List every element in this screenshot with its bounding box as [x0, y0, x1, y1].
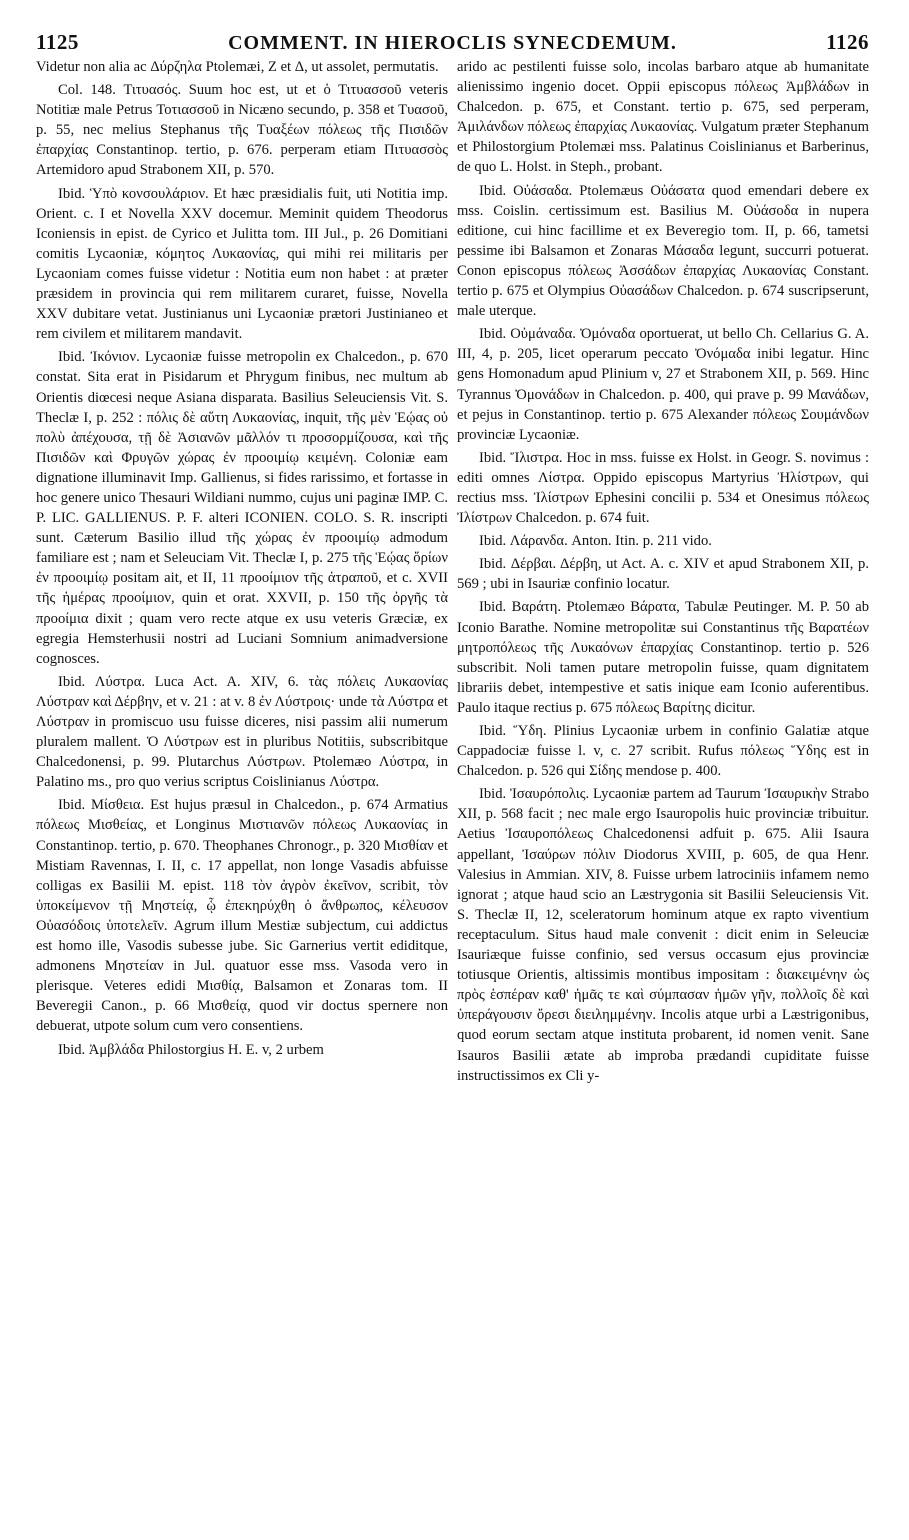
page-number-left: 1125	[36, 30, 79, 54]
running-header	[36, 30, 869, 57]
paragraph: Ibid. Ἰσαυρόπολις. Lycaoniæ partem ad Taurum Ἰσαυρικὴν Strabo XII, p. 568 facit ; nec male ergo Isauropolis huic provinciæ tribuitur. Aetius Ἰσαυροπόλεως Chalcedonensi adfuit p. 675. Alii Isaura appellant, Ἰσαύρων πόλιν Diodorus XVIII, p. 605, de qua Henr. Valesius in Ammian. XIV, 8. Fuisse urbem latrociniis infamem nemo ignorat ; atque haud scio an Læstrygonia sit Basilii Seleuciensis Vit. S. Theclæ II, 12, sceleratorum hominum atque ex rapto viventium receptaculum. Situs haud male convenit : dicit enim in Seleuciæ Isauriæque fuisse confinio, sed versus occasum ejus provinciæ totiusque Orientis, altissimis montibus impositam : διακειμένην ὡς πρὸς ἑσπέραν καθ' ἡμᾶς τε καὶ σύμπασαν ἡμῶν γῆν, πολλοῖς δὲ καὶ ὑπεράγουσιν ὄρεσι διειλημμένην. Incolis atque urbi a Læstrigonibus, quod eorum sectam atque instituta probarent, id nomen venit. Sane Isauros Basilii ætate ab improba prædandi cupiditate fuisse instructissimos ex Cli y-	[457, 786, 869, 1084]
paragraph: Videtur non alia ac Δύρζηλα Ptolemæi, Z et Δ, ut assolet, permutatis.	[36, 59, 439, 75]
paragraph: Ibid. Ὑπὸ κονσουλάριον. Et hæc præsidialis fuit, uti Notitia imp. Orient. c. I et Novella XXV docemur. Meminit quidem Theodorus Iconiensis in epist. de Cyrico et Julitta tom. III Jul., p. 26 Domitiani comitis Lycaoniæ, κόμητος Λυκαονίας, qui mihi rei militaris per Lycaoniam comes fuisse videtur : Notitia eum non habet : at præter præsidem in provincia qui rem militarem curaret, fuisse, Novella XXV dubitare vetat. Justinianus uni Lycaoniæ prætori Justinianeo et rem civilem et militarem mandavit.	[36, 185, 448, 343]
paragraph: Ibid. Οὐμάναδα. Ὀμόναδα oportuerat, ut bello Ch. Cellarius G. A. III, 4, p. 205, licet operarum peccato Ὀνόμαδα inibi legatur. Hinc gens Homonadum apud Plinium v, 27 et Strabonem XII, p. 569. Hinc Tyrannus Ὀμονάδων in Chalcedon. p. 400, qui prave p. 99 Μανάδων, et pejus in Constantinop. tertio p. 675 Alexander πόλεως Σουμάνδων provinciæ Lycaoniæ.	[457, 326, 869, 443]
paragraph: arido ac pestilenti fuisse solo, incolas barbaro atque ab humanitate alienissimo ingenio docet. Oppii episcopus πόλεως Ἀμβλάδων in Chalcedon. p. 675, et Constant. tertio p. 675, sed perperam, Ἀμιλάνδων πόλεως ἐπαρχίας Λυκαονίας. Vulgatum præter Stephanum et Philostorgium Ptolemæi mss. Palatinus Coislinianus et Barberinus, de quo L. Holst. in Steph., probant.	[457, 59, 869, 176]
two-column-body	[36, 57, 869, 1086]
paragraph: Ibid. Λύστρα. Luca Act. A. XIV, 6. τὰς πόλεις Λυκαονίας Λύστραν καὶ Δέρβην, et v. 21 : at v. 8 ἐν Λύστροις· unde τὰ Λύστρα et Λύστραν in promiscuo usu fuisse diceres, nisi passim alii numerum pluralem mallent. Ὁ Λύστρων est in pluribus Notitiis, subscribitque Chalcedonensi, p. 99. Plutarchus Λύστρων. Ptolemæo Λύστρα, in Palatino ms., pro quo verius scriptus Coislinianus Λύστρα.	[36, 673, 448, 791]
paragraph: Ibid. Ὕδη. Plinius Lycaoniæ urbem in confinio Galatiæ atque Cappadociæ fuisse l. v, c. 27 scribit. Rufus πόλεως Ὕδης est in Chalcedon. p. 526 qui Σίδης mendose p. 400.	[457, 723, 869, 780]
paragraph: Ibid. Ἴλιστρα. Hoc in mss. fuisse ex Holst. in Geogr. S. novimus : editi omnes Λίστρα. Oppido episcopus Martyrius Ἠλίστρων, qui rectius mss. Ἰλίστρων Ephesini concilii p. 534 et Onesimus πόλεως Ἰλίστρων Chalcedon. p. 674 fuit.	[457, 449, 869, 527]
running-title: COMMENT. IN HIEROCLIS SYNECDEMUM.	[228, 32, 677, 54]
paragraph: Col. 148. Τιτυασός. Suum hoc est, ut et ὁ Τιτυασσοῦ veteris Notitiæ male Petrus Τοτιασσοῦ in Nicæno secundo, p. 358 et Τυασοῦ, p. 55, nec melius Stephanus τῆς Τυαξέων πόλεως τῆς Πισιδῶν ἐπαρχίας Constantinop. tertio, p. 676. perperam etiam Πιτυασσὸς Artemidoro apud Strabonem XII, p. 570.	[36, 82, 448, 179]
right-column	[457, 57, 869, 1086]
paragraph: Ibid. Λάρανδα. Anton. Itin. p. 211 vido.	[479, 533, 712, 550]
paragraph: Ibid. Βαράτη. Ptolemæo Βάρατα, Tabulæ Peutinger. M. P. 50 ab Iconio Barathe. Nomine metropolitæ sui Constantinus τῆς Βαρατέων μητροπόλεως τῆς Λυκαόνων ἐπαρχίας Constantinop. tertio p. 526 subscribit. Noli tamen putare metropolin fuisse, quam dignitatem librariis debet, intempestive et satis inique eam Iconio auferentibus. Paulo itaque rectius p. 675 πόλεως Βαρίτης dicitur.	[457, 599, 869, 716]
left-column	[36, 57, 448, 1086]
paragraph: Ibid. Οὐάσαδα. Ptolemæus Οὐάσατα quod emendari debere ex mss. Coislin. certissimum est. Basilius M. Οὐάσοδα in nupera editione, cui hinc facillime et ex Beveregio tom. II, p. 66, tametsi pessime ibi Balsamon et Zonaras Μάσαδα legunt, succurri potuerat. Conon episcopus πόλεως Ἀσσάδων ἐπαρχίας Λυκαονίας Constant. tertio p. 675 et Olympius Οὐασάδων Chalcedon. p. 674 suscripserunt, male uterque.	[457, 182, 869, 320]
paragraph: Ibid. Δέρβαι. Δέρβη, ut Act. A. c. XIV et apud Strabonem XII, p. 569 ; ubi in Isauriæ confinio locatur.	[457, 556, 869, 593]
page-number-right: 1126	[826, 30, 869, 54]
paragraph: Ibid. Ἰκόνιον. Lycaoniæ fuisse metropolin ex Chalcedon., p. 670 constat. Sita erat in Pisidarum et Phrygum finibus, nec multum ab Orientis diœcesi neque Asiana disparata. Basilius Seleuciensis Vit. S. Theclæ I, p. 252 : πόλις δὲ αὕτη Λυκαονίας, inquit, τῆς μὲν Ἑῴας οὐ πολὺ ἀπέχουσα, τῇ δὲ Ἀσιανῶν μᾶλλόν τι προσορμίζουσα, καὶ τῆς Πισιδῶν καὶ Φρυγῶν χώρας ἐν προοιμίῳ κειμένη. Coloniæ eam dignatione illuminavit Imp. Gallienus, si fides rarissimo, et fortasse in hoc genere unico Thesauri Wildiani nummo, cujus uni paginæ IMP. C. P. LIC. GALLIENUS. P. F. alteri ICONIEN. COLO. S. R. inscripti sunt. Cæterum Basilio illud τῆς χώρας ἐν προοιμίῳ admodum familiare est ; nam et Seleuciam Vit. Theclæ I, p. 275 τῆς Ἑῴας ὅρίων ἐν προοιμίῳ positam ait, et II, 11 προοίμιον τῆς ἀτραποῦ, et c. XVII τῆς ἡμέρας προοίμιον, quin et orat. XXVII, p. 150 τῆς ὀργῆς τὰ προοίμια dixit ; quam vero recte atque ex usu veteris Græciæ, ex egregia Hemsterhusii nostri ad Luciani Somnium animadversione cognosces.	[36, 349, 448, 667]
paragraph: Ibid. Ἀμβλάδα Philostorgius H. E. v, 2 urbem	[58, 1041, 324, 1058]
paragraph: Ibid. Μίσθεια. Est hujus præsul in Chalcedon., p. 674 Armatius πόλεως Μισθείας, et Longinus Μιστιανῶν πόλεως Λυκαονίας in Constantinop. tertio, p. 670. Theophanes Chronogr., p. 320 Μισθίαν et Mistiam Ravennas, I. II, c. 17 appellat, non longe Vasadis abfuisse colligas ex Basilii M. epist. 118 τὸν ἀγρὸν ἐκεῖνον, scribit, τὸν ὑποκείμενον τῇ Μηστείᾳ, ᾧ ἐπεκηρύχθη ὁ ἄνθρωπος, κέλευσον Οὐασόδοις ὑποτελεῖν. Agrum illum Mestiæ subjectum, cui addictus est homo ille, Vasodis subesse jube. Sic Garnerius vertit ediditque, admonens Μηστείαν in Jul. quatuor esse mss. Vasoda vero in plerisque. Veteres edidi Μισθίᾳ, Balsamon et Zonaras tom. II Beveregii Canon., p. 66 Μισθείᾳ, quod vir doctus spernere non debuerat, utpote solum cum vero consentiens.	[36, 797, 448, 1035]
